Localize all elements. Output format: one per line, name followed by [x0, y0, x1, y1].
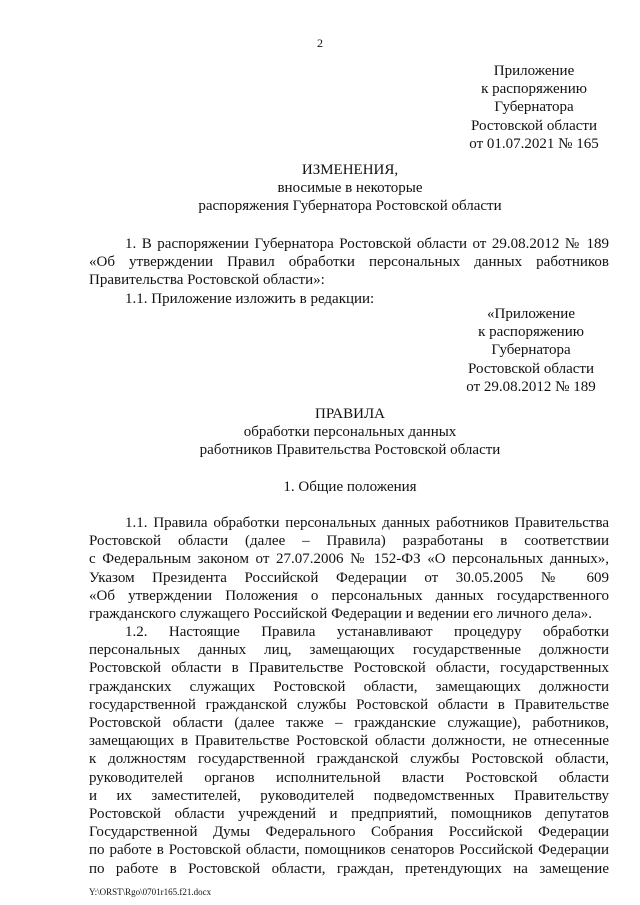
appendix-header-line: Приложение	[493, 63, 575, 79]
paragraph-line: с Федеральным законом от 27.07.2006 № 152-ФЗ «О персональных данных»,	[89, 551, 609, 568]
paragraph-line: Указом Президента Российской Федерации от 30.05.2005 № 609	[89, 569, 609, 586]
quoted-appendix-header	[448, 305, 614, 396]
changes-subtitle-line: вносимые в некоторые	[277, 180, 423, 197]
paragraph-line: 1.2. Настоящие Правила устанавливают процедуру обработки	[125, 624, 609, 640]
item-1-1: 1.1. Приложение изложить в редакции:	[125, 290, 375, 307]
paragraph-line: к должностям государственной гражданской службы Ростовской области,	[89, 751, 609, 768]
rules-subtitle-line: работников Правительства Ростовской области	[199, 442, 501, 459]
paragraph-line: Ростовской области (далее также – гражданские служащие), работников,	[89, 715, 609, 732]
section-1-title-text: 1. Общие положения	[283, 479, 417, 495]
changes-heading	[0, 161, 640, 216]
paragraph-line: «Об утверждении Положения о персональных данных государственного	[89, 587, 609, 604]
paragraph-line: и их заместителей, руководителей подведомственных Правительству	[89, 787, 609, 804]
appendix-header-line: Ростовской области	[471, 117, 597, 134]
paragraph-line: Ростовской области в Правительстве Ростовской области, государственных	[89, 660, 609, 677]
changes-subtitle-line: распоряжения Губернатора Ростовской области	[198, 198, 502, 215]
quoted-appendix-line: Губернатора	[491, 342, 571, 359]
footer-file-path: Y:\ORST\Rgo\0701r165.f21.docx	[89, 887, 212, 897]
paragraph-line: гражданского служащего Российской Федерации и ведении его личного дела».	[89, 606, 593, 623]
paragraph-line: по работе в Ростовской области, граждан, претендующих на замещение	[89, 860, 609, 877]
paragraph-line: 1.1. Правила обработки персональных данных работников Правительства	[125, 515, 609, 531]
appendix-header	[452, 62, 616, 153]
page-number: 2	[317, 36, 323, 50]
paragraph-line: Государственной Думы Федерального Собрания Российской Федерации	[89, 824, 609, 841]
quoted-appendix-line: «Приложение	[486, 306, 575, 322]
section-1-title	[0, 478, 640, 496]
paragraph-line: замещающих в Правительстве Ростовской области должности, не отнесенные	[89, 733, 609, 750]
changes-title: ИЗМЕНЕНИЯ,	[301, 162, 399, 178]
paragraph-line: руководителей органов исполнительной власти Ростовской области	[89, 769, 609, 786]
rules-heading	[0, 405, 640, 460]
paragraph-line: персональных данных лиц, замещающих государственные должности	[89, 642, 609, 659]
quoted-appendix-line: к распоряжению	[478, 324, 584, 341]
quoted-appendix-line: Ростовской области	[468, 360, 594, 377]
paragraph-line: Ростовской области учреждений и предприятий, помощников депутатов	[89, 806, 609, 823]
item-1-line: 1. В распоряжении Губернатора Ростовской области от 29.08.2012 № 189	[125, 236, 609, 252]
appendix-header-line: к распоряжению	[481, 81, 587, 98]
item-1-line: Правительства Ростовской области»:	[89, 272, 325, 289]
appendix-header-line: от 01.07.2021 № 165	[469, 135, 599, 152]
item-1-line: «Об утверждении Правил обработки персональных данных работников	[89, 254, 609, 271]
paragraph-1-2	[89, 623, 609, 878]
appendix-header-line: Губернатора	[494, 99, 574, 116]
paragraph-1-1	[89, 514, 609, 623]
paragraph-line: гражданских служащих Ростовской области, замещающих должности	[89, 678, 609, 695]
paragraph-line: Ростовской области (далее – Правила) разработаны в соответствии	[89, 533, 609, 550]
rules-subtitle-line: обработки персональных данных	[243, 424, 457, 441]
paragraph-line: по работе в Ростовской области, помощников сенаторов Российской Федерации	[89, 842, 609, 859]
paragraph-line: государственной гражданской службы Ростовской области в Правительстве	[89, 696, 609, 713]
rules-title: ПРАВИЛА	[315, 406, 385, 422]
item-1	[89, 235, 609, 308]
quoted-appendix-line: от 29.08.2012 № 189	[466, 378, 596, 395]
